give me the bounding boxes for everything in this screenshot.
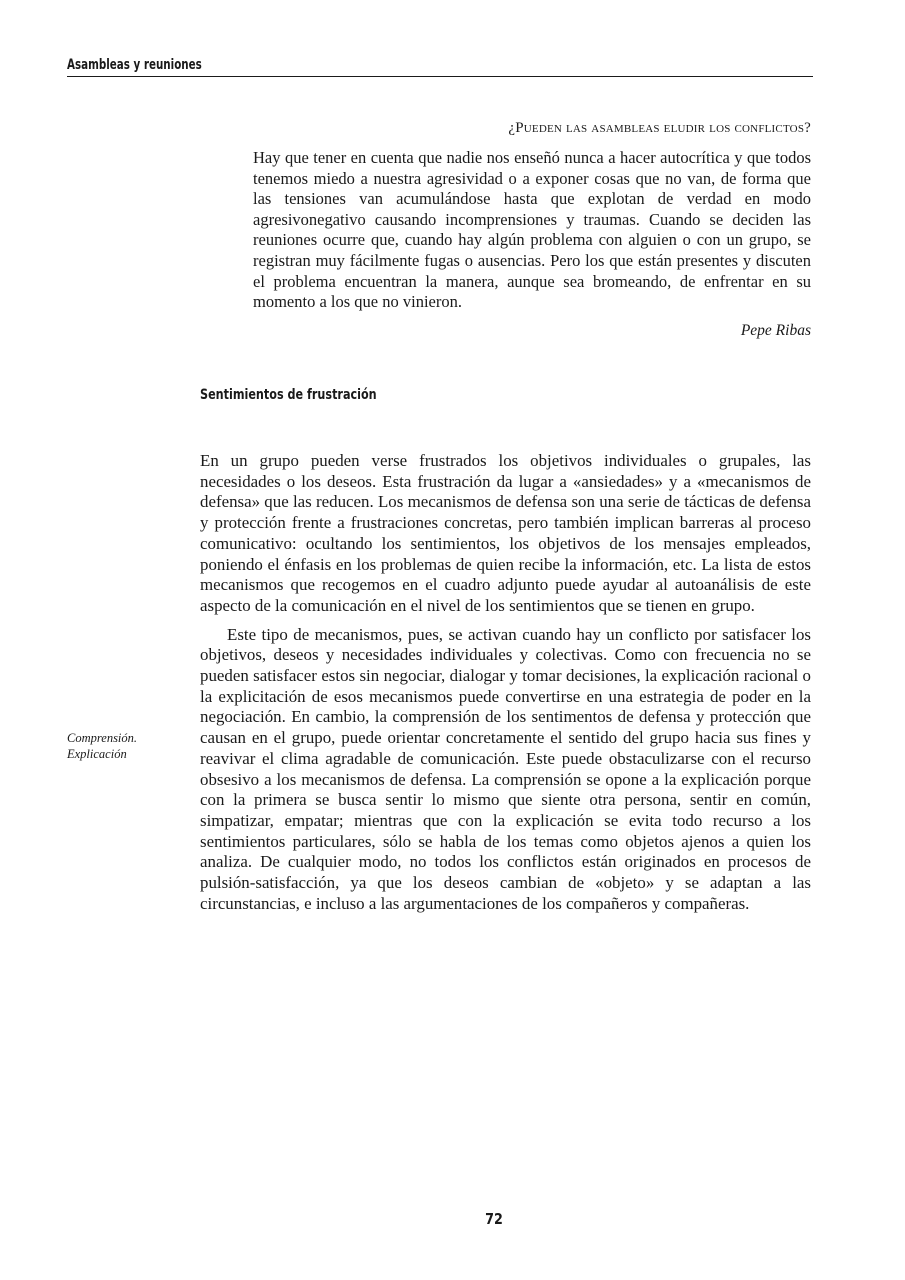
quote-text: Hay que tener en cuenta que nadie nos enseñó nunca a hacer autocrítica y que todos tenemos miedo a nuestra agresividad o a exponer cosas que no van, de forma que las tensiones van acumulándose hasta que explotan de verdad en modo agresivonegativo causando incomprensiones y traumas. Cuando se deciden las reuniones ocurre que, cuando hay algún problema con alguien o con un grupo, se registran muy fácilmente fugas o ausencias. Pero los que están presentes y discuten el problema encuentran la manera, aunque sea bromeando, de enfrentar en su momento a los que no vinieron. [253,148,811,312]
margin-note [67,730,177,762]
section-heading: Sentimientos de frustración [200,387,377,403]
margin-note-line-1: Comprensión. [67,731,138,745]
quote-block [253,118,811,341]
quote-title: ¿Pueden las asambleas eludir los conflictos? [508,120,811,136]
running-head-text: Asambleas y reuniones [67,57,202,73]
page-number: 72 [485,1210,503,1228]
margin-note-line-2: Explicación [67,747,127,761]
paragraph-1: En un grupo pueden verse frustrados los objetivos individuales o grupales, las necesidades o los deseos. Esta frustración da lugar a «ansiedades» y a «mecanismos de defensa» que las reducen. Los mecanismos de defensa son una serie de tácticas de defensa y protección frente a frustraciones concretas, pero también implican barreras al proceso comunicativo: ocultando los sentimientos, los objetivos de los mensajes empleados, poniendo el énfasis en los problemas de quien recibe la información, etc. La lista de estos mecanismos que recogemos en el cuadro adjunto puede ayudar al autoanálisis de este aspecto de la comunicación en el nivel de los sentimientos que se tienen en grupo. [200,451,811,615]
quote-author: Pepe Ribas [740,321,811,339]
paragraph-2: Este tipo de mecanismos, pues, se activan cuando hay un conflicto por satisfacer los objetivos, deseos y necesidades individuales y colectivas. Como con frecuencia no se pueden satisfacer estos sin negociar, dialogar y tomar decisiones, la explicación racional o la explicitación de esos mecanismos puede convertirse en una estrategia de poder en la negociación. En cambio, la comprensión de los sentimentos de defensa y protección que causan en el grupo, puede orientar concretamente el sentido del grupo hacia sus fines y reavivar el clima agradable de comunicación. Este puede obstaculizarse con el recurso obsesivo a los mecanismos de defensa. La comprensión se opone a la explicación porque con la primera se busca sentir lo mismo que siente otra persona, sentir en común, simpatizar, empatar; mientras que con la explicación se evita todo recurso a los sentimientos particulares, sólo se habla de los temas como objetos ajenos a quien los analiza. De cualquier modo, no todos los conflictos están originados en procesos de pulsión-satisfacción, ya que los deseos cambian de «objeto» y se adaptan a las circunstancias, e incluso a las argumentaciones de los compañeros y compañeras. [200,624,811,913]
body-text [200,451,811,922]
running-head [67,56,813,77]
